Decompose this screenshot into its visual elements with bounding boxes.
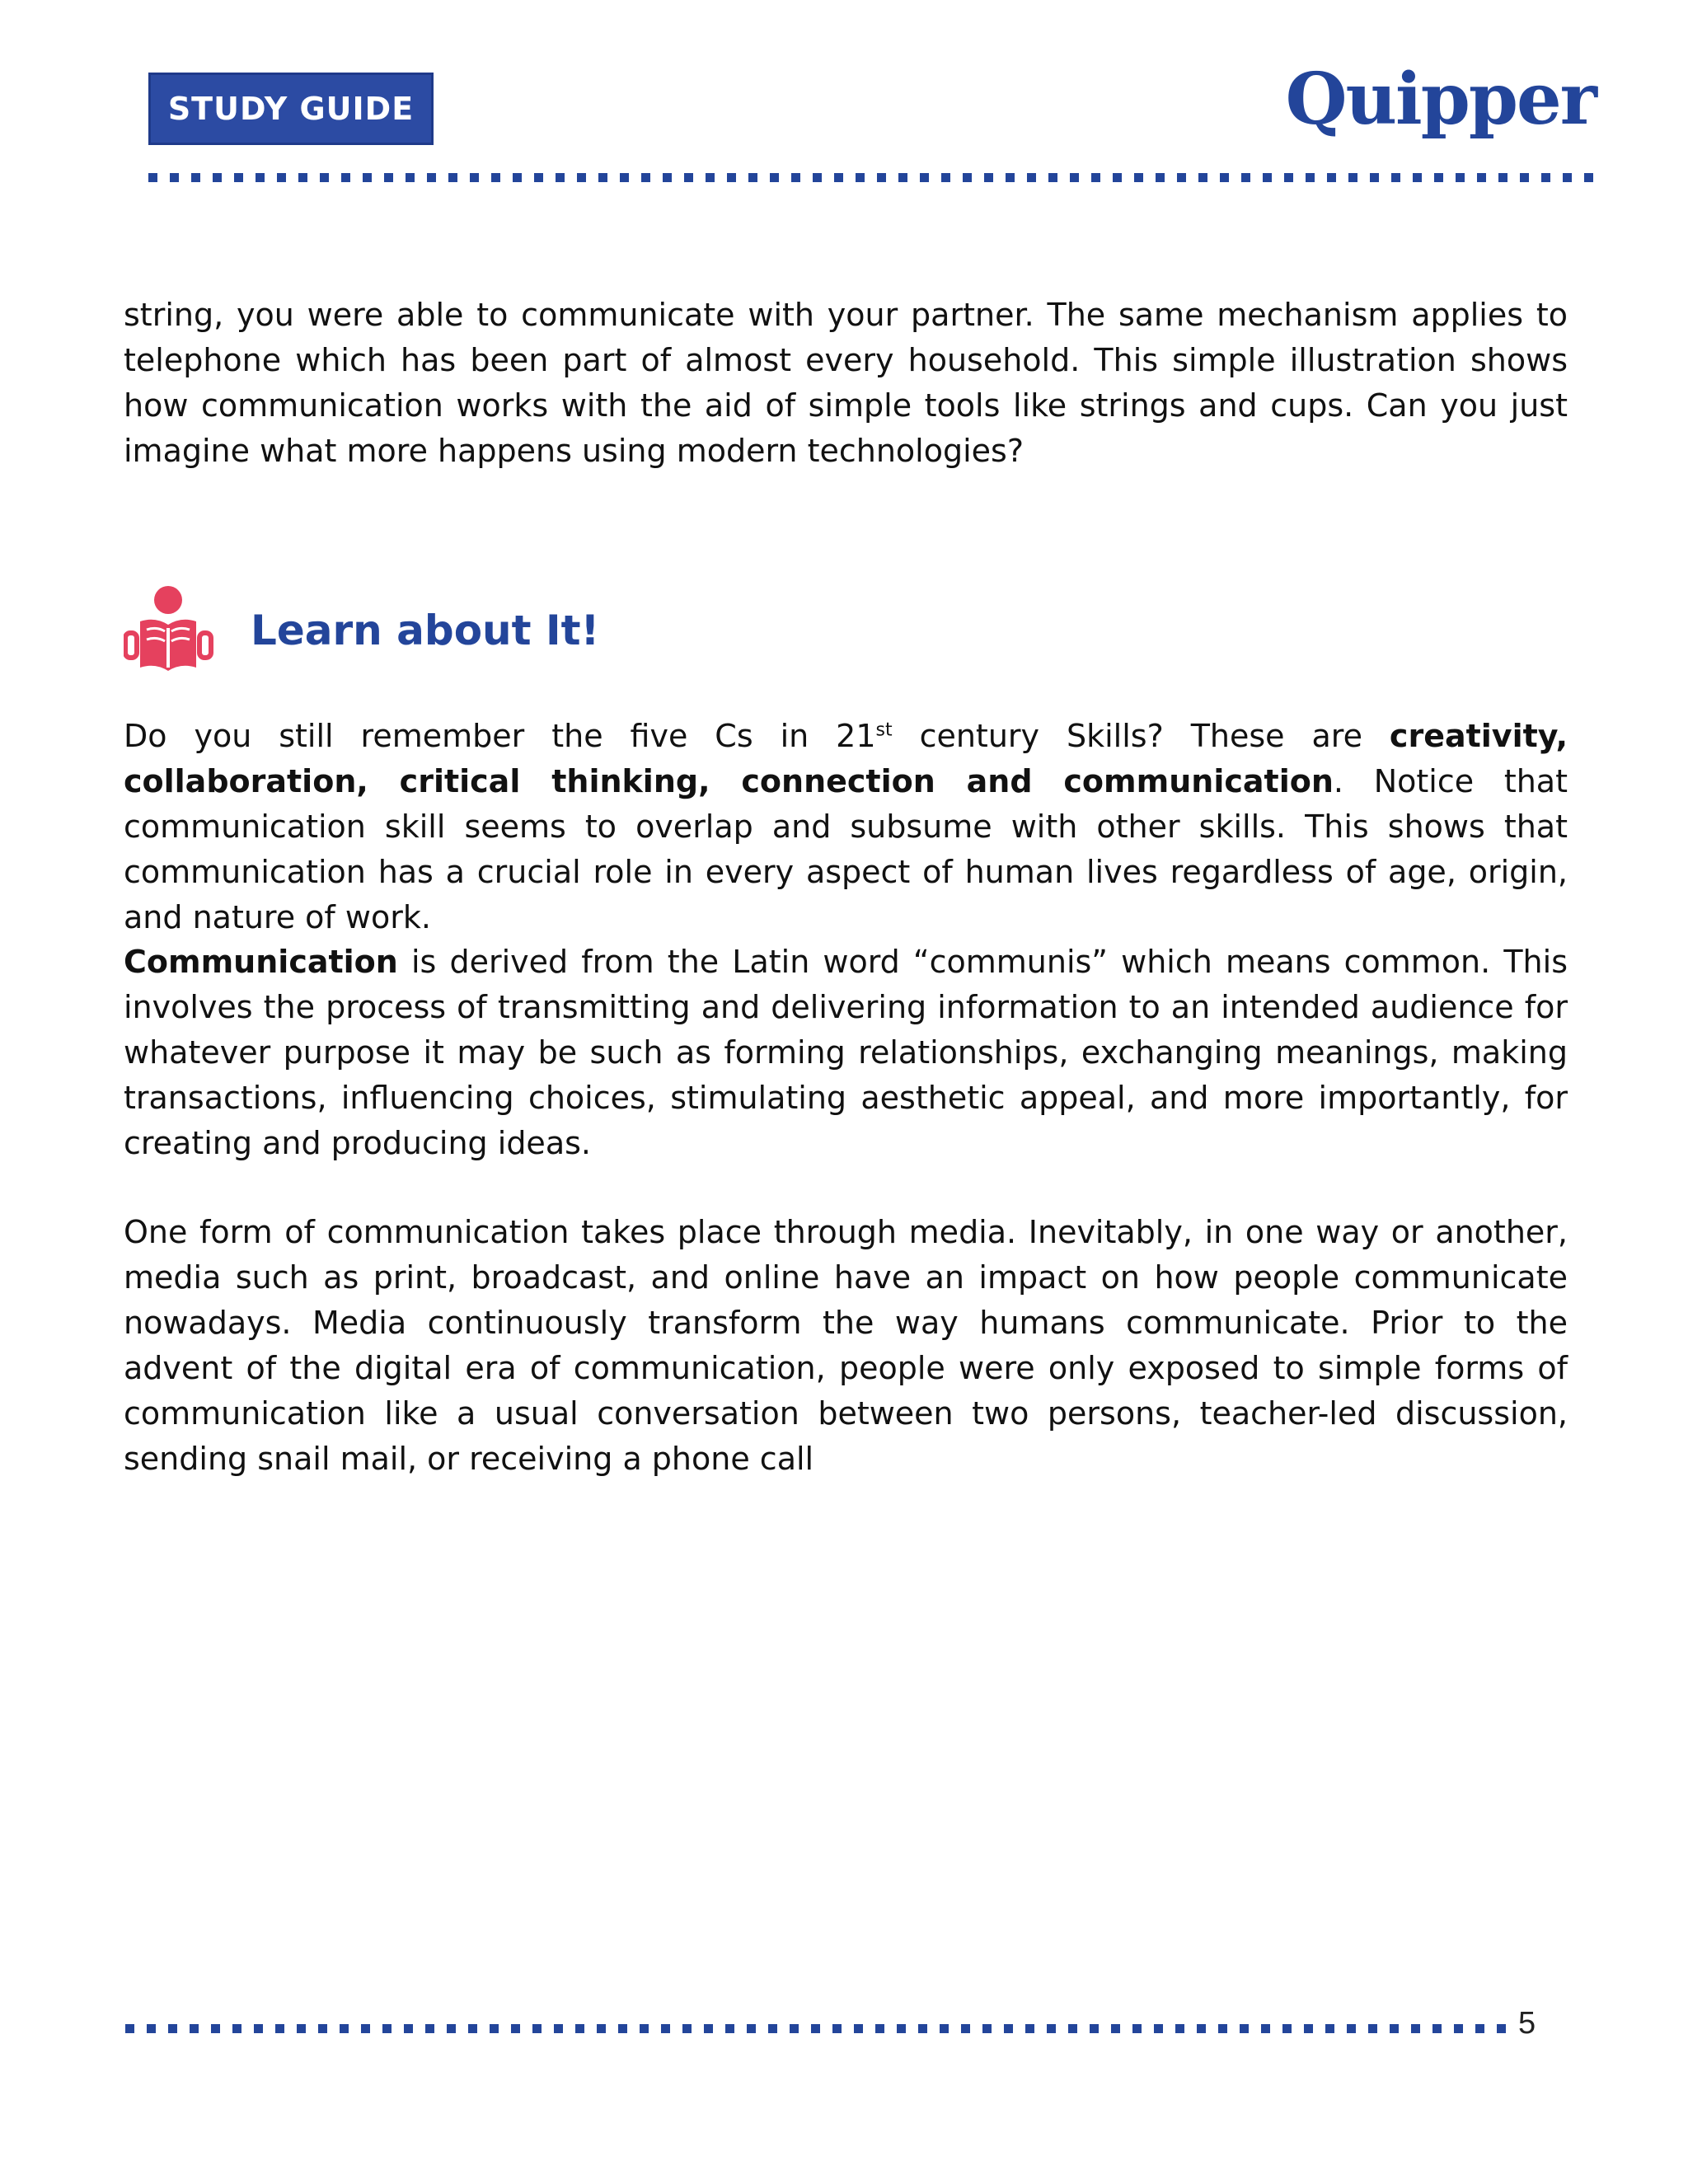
five-cs-paragraph-text — [124, 714, 1568, 940]
quipper-logo: Quipper — [1285, 58, 1596, 141]
section-heading — [124, 585, 599, 676]
communication-term: Communication — [124, 944, 398, 980]
bottom-dotted-divider — [125, 2024, 1510, 2033]
section-title: Learn about It! — [251, 607, 600, 654]
media-paragraph-text: One form of communication takes place through media. Inevitably, in one way or another, media such as print, broadcast, and online have an impact on how people communicate nowadays. Media continuously transform the way humans communicate. Prior to the advent of the digital era of communication, people were only exposed to simple forms of communication like a usual conversation between two persons, teacher-led discussion, sending snail mail, or receiving a phone call — [124, 1214, 1568, 1477]
reading-person-icon — [124, 585, 214, 676]
five-cs-text-3: . Notice that communication skill seems to overlap and subsume with other skills. This shows that communication has a crucial role in every aspect of human lives regardless of age, origin, and nature of work. — [124, 763, 1568, 935]
five-cs-paragraph — [124, 714, 1568, 940]
page-number: 5 — [1518, 2006, 1536, 2041]
media-paragraph — [124, 1210, 1568, 1482]
five-cs-bold-list: creativity, collaboration, critical thinking, connection and communication — [124, 718, 1568, 799]
communication-definition-rest: is derived from the Latin word “communis” which means common. This involves the process of transmitting and delivering information to an intended audience for whatever purpose it may be such as forming relationships, exchanging meanings, making transactions, influencing choices, stimulating aesthetic appeal, and more importantly, for creating and producing ideas. — [124, 944, 1568, 1161]
five-cs-text-1: Do you still remember the five Cs in 21 — [124, 718, 876, 754]
communication-definition-paragraph — [124, 940, 1568, 1166]
intro-paragraph — [124, 293, 1568, 474]
communication-definition-text — [124, 940, 1568, 1166]
five-cs-text-2: century Skills? These are — [892, 718, 1390, 754]
top-dotted-divider — [148, 173, 1596, 182]
intro-paragraph-text: string, you were able to communicate with your partner. The same mechanism applies to telephone which has been part of almost every household. This simple illustration shows how communication works with the aid of simple tools like strings and cups. Can you just imagine what more happens using modern technologies? — [124, 297, 1568, 469]
five-cs-superscript: st — [875, 719, 893, 741]
study-guide-badge: STUDY GUIDE — [148, 73, 434, 145]
